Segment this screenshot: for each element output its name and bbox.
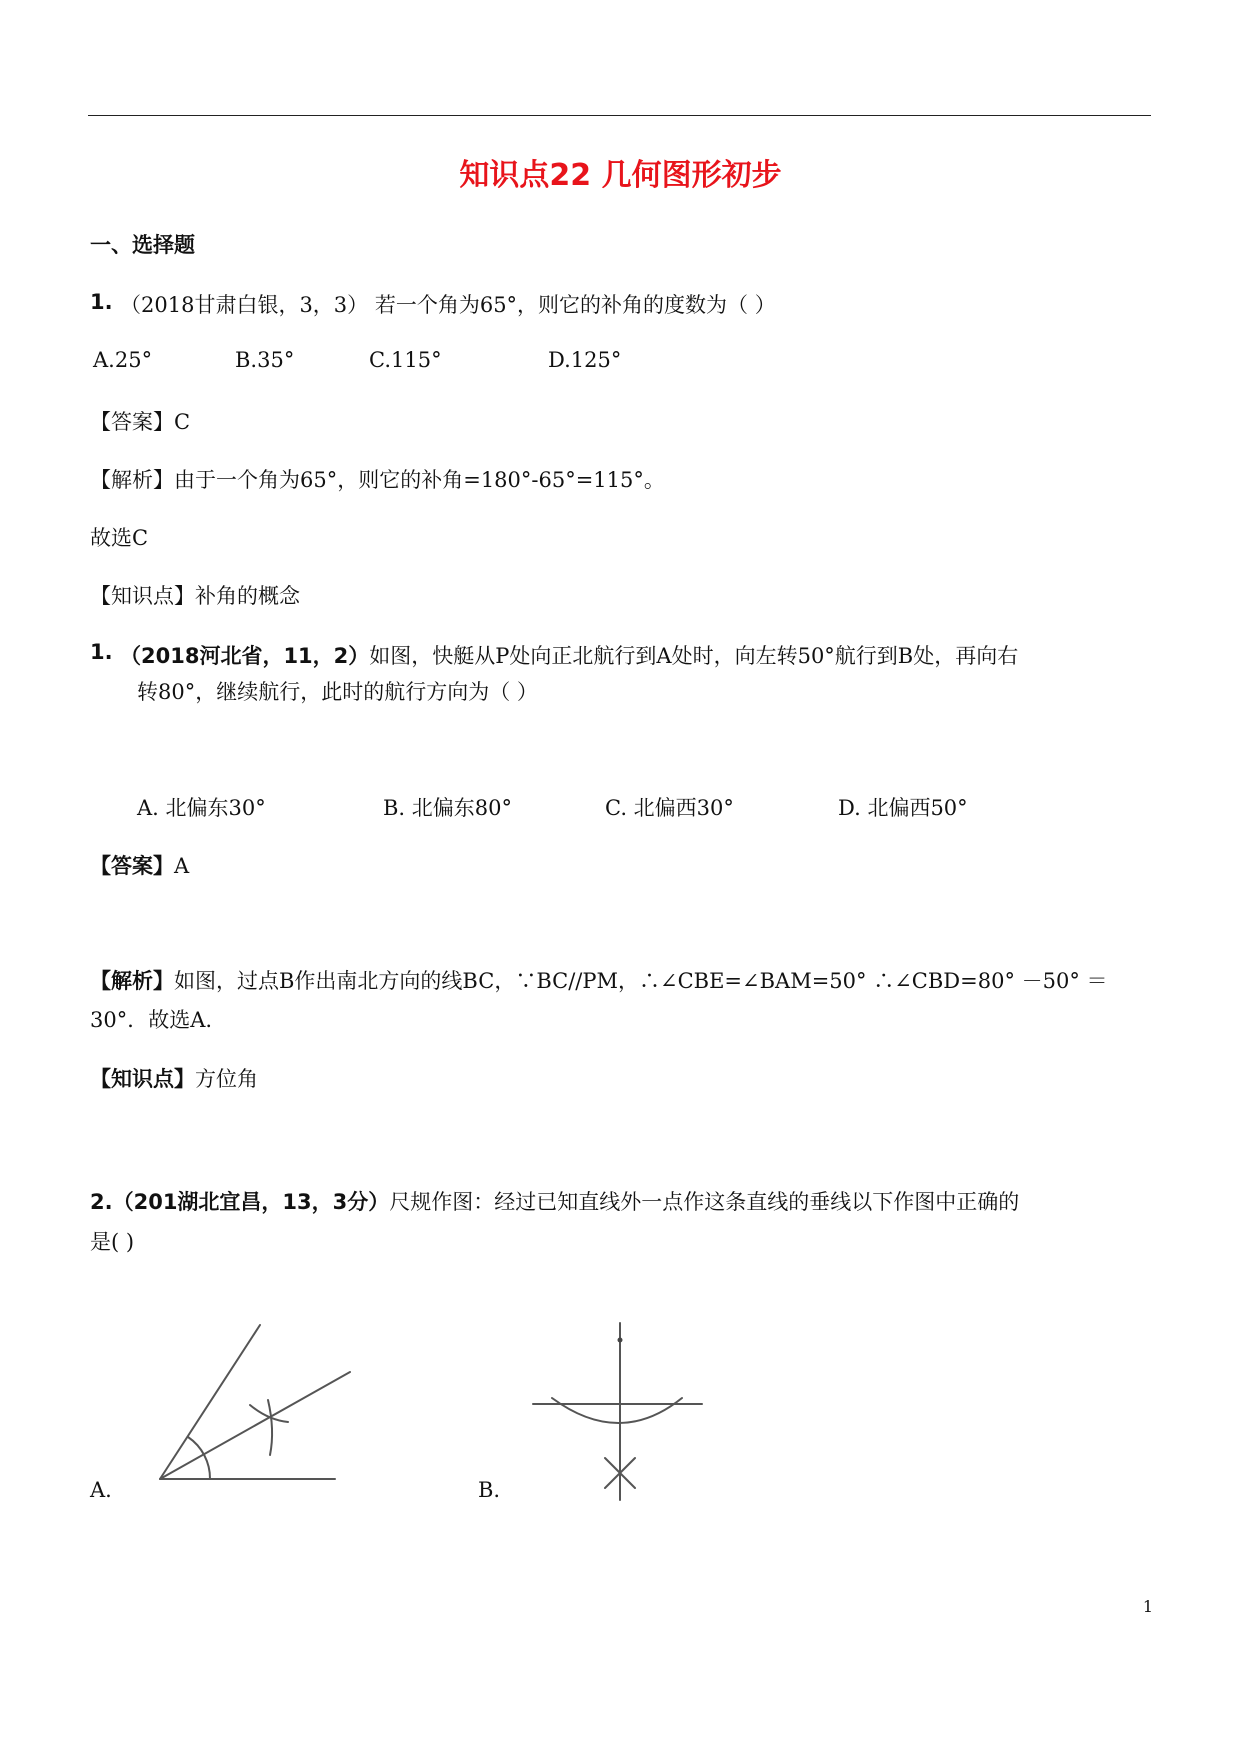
page-number: 1 [1142, 1597, 1153, 1616]
q1-stem: （2018甘肃白银，3，3） 若一个角为65°，则它的补角的度数为（ ） [120, 293, 776, 317]
q1-knowledge-label: 【知识点】 [90, 584, 195, 608]
q2-option-d: D. 北偏西50° [838, 796, 968, 820]
figure-a-label: A. [90, 1478, 112, 1502]
q2-knowledge-label: 【知识点】 [90, 1067, 195, 1091]
q3-number: 2. [90, 1190, 113, 1214]
q1-knowledge-text: 补角的概念 [195, 584, 300, 608]
q2-knowledge [90, 1063, 258, 1093]
figure-b-point [618, 1338, 623, 1343]
q2-knowledge-text: 方位角 [195, 1067, 258, 1091]
figure-a-bisector [160, 1372, 350, 1479]
q2-answer [90, 850, 189, 880]
figure-a-intersect-arc-2 [268, 1400, 272, 1455]
q1-number: 1. [90, 290, 113, 314]
q3-stem-line1 [90, 1186, 1019, 1216]
q1-conclusion: 故选C [90, 526, 149, 550]
q3-stem-text: 尺规作图：经过已知直线外一点作这条直线的垂线以下作图中正确的 [389, 1190, 1020, 1214]
q2-analysis-line2: 30°．故选A. [90, 1008, 213, 1032]
q1-analysis-text: 由于一个角为65°，则它的补角=180°-65°=115°。 [174, 468, 665, 492]
q1-analysis-label: 【解析】 [90, 468, 174, 492]
figure-a-angle-bisector [150, 1320, 350, 1490]
figure-b-arc [552, 1398, 682, 1423]
q1-option-d: D.125° [548, 348, 622, 372]
q2-option-a: A. 北偏东30° [137, 796, 266, 820]
figure-b-label: B. [478, 1478, 501, 1502]
q2-analysis-text: 如图，过点B作出南北方向的线BC，∵BC//PM，∴∠CBE=∠BAM=50° ∴∠CBD=80° －50° ＝ [174, 969, 1108, 993]
section-heading: 一、选择题 [90, 233, 195, 257]
q2-option-c: C. 北偏西30° [605, 796, 734, 820]
q2-answer-label: 【答案】 [90, 854, 174, 878]
q1-knowledge [90, 580, 300, 610]
q1-option-a: A.25° [93, 348, 153, 372]
q1-answer-label: 【答案】 [90, 410, 174, 434]
q3-source: （201湖北宜昌，13，3分） [112, 1190, 390, 1214]
q1-answer-value: C [174, 410, 191, 434]
q2-source: （2018河北省，11，2） [120, 644, 370, 668]
q2-analysis-label: 【解析】 [90, 969, 174, 993]
header-rule [88, 115, 1151, 116]
q2-stem-text: 如图，快艇从P处向正北航行到A处时，向左转50°航行到B处，再向右 [369, 644, 1019, 668]
q3-stem-line2: 是( ) [90, 1230, 135, 1254]
q1-analysis [90, 464, 665, 494]
q2-answer-value: A [174, 854, 190, 878]
q2-number: 1. [90, 640, 113, 664]
q1-answer [90, 406, 190, 436]
q1-option-c: C.115° [369, 348, 442, 372]
q2-analysis-line1 [90, 965, 1108, 995]
q2-stem-line1 [120, 640, 1018, 670]
q2-option-b: B. 北偏东80° [383, 796, 513, 820]
q2-stem-line2: 转80°，继续航行，此时的航行方向为（ ） [137, 680, 538, 704]
page-title: 知识点22 几何图形初步 [459, 158, 782, 193]
figure-a-upper-ray [160, 1325, 260, 1479]
q1-option-b: B.35° [235, 348, 295, 372]
figure-b-perpendicular [530, 1318, 710, 1508]
